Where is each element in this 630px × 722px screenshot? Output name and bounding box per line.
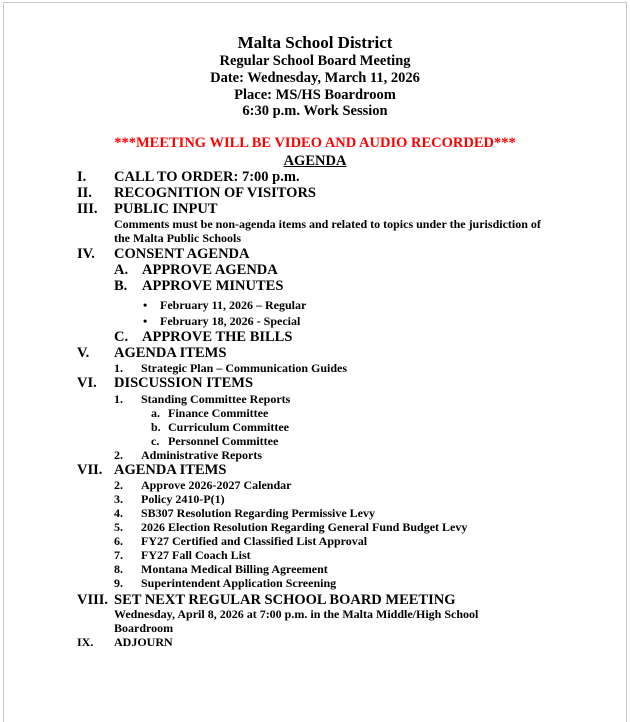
district-title: Malta School District — [237, 33, 393, 52]
item-sb307: SB307 Resolution Regarding Permissive Levy — [141, 506, 375, 520]
section-title-discussion-items: DISCUSSION ITEMS — [114, 375, 254, 391]
section-title-recognition: RECOGNITION OF VISITORS — [114, 185, 316, 201]
agenda-heading: AGENDA — [283, 153, 347, 169]
item-marker: 7. — [114, 548, 123, 562]
section-numeral: IV. — [77, 246, 95, 262]
section-numeral: VII. — [77, 462, 103, 478]
item-marker: 8. — [114, 562, 123, 576]
item-coach-list: FY27 Fall Coach List — [141, 548, 251, 562]
minutes-bullet: February 11, 2026 – Regular — [160, 298, 307, 312]
subitem-personnel-committee: Personnel Committee — [168, 434, 279, 448]
item-marker: 3. — [114, 492, 123, 506]
section-numeral: III. — [77, 201, 98, 217]
item-marker: 2. — [114, 478, 123, 492]
recording-notice: ***MEETING WILL BE VIDEO AND AUDIO RECORDED*** — [114, 135, 516, 151]
public-input-note-line: the Malta Public Schools — [114, 231, 242, 245]
item-marker: 1. — [114, 361, 123, 375]
item-approve-bills: APPROVE THE BILLS — [142, 329, 293, 345]
section-numeral: I. — [77, 169, 87, 185]
work-session-time: 6:30 p.m. Work Session — [242, 103, 388, 119]
item-approve-agenda: APPROVE AGENDA — [142, 262, 278, 278]
item-marker: 2. — [114, 448, 123, 462]
meeting-place: Place: MS/HS Boardroom — [234, 87, 396, 103]
section-numeral: VIII. — [77, 592, 109, 608]
item-marker: A. — [114, 262, 129, 278]
item-marker: C. — [114, 329, 129, 345]
item-calendar: Approve 2026-2027 Calendar — [141, 478, 292, 492]
section-title-consent-agenda: CONSENT AGENDA — [114, 246, 250, 262]
item-superintendent-screening: Superintendent Application Screening — [141, 576, 337, 590]
subitem-marker: a. — [151, 406, 160, 420]
section-numeral: VI. — [77, 375, 97, 391]
section-title-agenda-items: AGENDA ITEMS — [114, 345, 227, 361]
item-marker: 1. — [114, 392, 123, 406]
section-title-agenda-items-2: AGENDA ITEMS — [114, 462, 227, 478]
item-administrative-reports: Administrative Reports — [141, 448, 262, 462]
next-meeting-note-line: Wednesday, April 8, 2026 at 7:00 p.m. in the Malta Middle/High School — [114, 607, 479, 621]
section-title-call-to-order: CALL TO ORDER: 7:00 p.m. — [114, 169, 300, 185]
minutes-bullet: February 18, 2026 - Special — [160, 314, 301, 328]
item-marker: 6. — [114, 534, 123, 548]
bullet-icon: • — [143, 314, 148, 328]
meeting-type: Regular School Board Meeting — [219, 53, 411, 69]
item-standing-committee-reports: Standing Committee Reports — [141, 392, 291, 406]
meeting-date: Date: Wednesday, March 11, 2026 — [210, 70, 420, 86]
section-title-adjourn: ADJOURN — [114, 635, 173, 649]
subitem-marker: c. — [151, 434, 160, 448]
item-marker: B. — [114, 278, 128, 294]
section-numeral: IX. — [77, 635, 94, 649]
bullet-icon: • — [143, 298, 148, 312]
item-marker: 4. — [114, 506, 123, 520]
public-input-note-line: Comments must be non-agenda items and related to topics under the jurisdiction of — [114, 217, 541, 231]
section-numeral: V. — [77, 345, 90, 361]
item-marker: 5. — [114, 520, 123, 534]
subitem-finance-committee: Finance Committee — [168, 406, 269, 420]
item-medical-billing: Montana Medical Billing Agreement — [141, 562, 328, 576]
subitem-curriculum-committee: Curriculum Committee — [168, 420, 289, 434]
section-title-next-meeting: SET NEXT REGULAR SCHOOL BOARD MEETING — [114, 592, 456, 608]
item-certified-list: FY27 Certified and Classified List Approval — [141, 534, 368, 548]
subitem-marker: b. — [151, 420, 161, 434]
item-strategic-plan: Strategic Plan – Communication Guides — [141, 361, 347, 375]
item-marker: 9. — [114, 576, 123, 590]
section-title-public-input: PUBLIC INPUT — [114, 201, 218, 217]
section-numeral: II. — [77, 185, 92, 201]
item-election-resolution: 2026 Election Resolution Regarding General Fund Budget Levy — [141, 520, 468, 534]
next-meeting-note-line: Boardroom — [114, 621, 174, 635]
item-approve-minutes: APPROVE MINUTES — [142, 278, 284, 294]
item-policy: Policy 2410-P(1) — [141, 492, 225, 506]
